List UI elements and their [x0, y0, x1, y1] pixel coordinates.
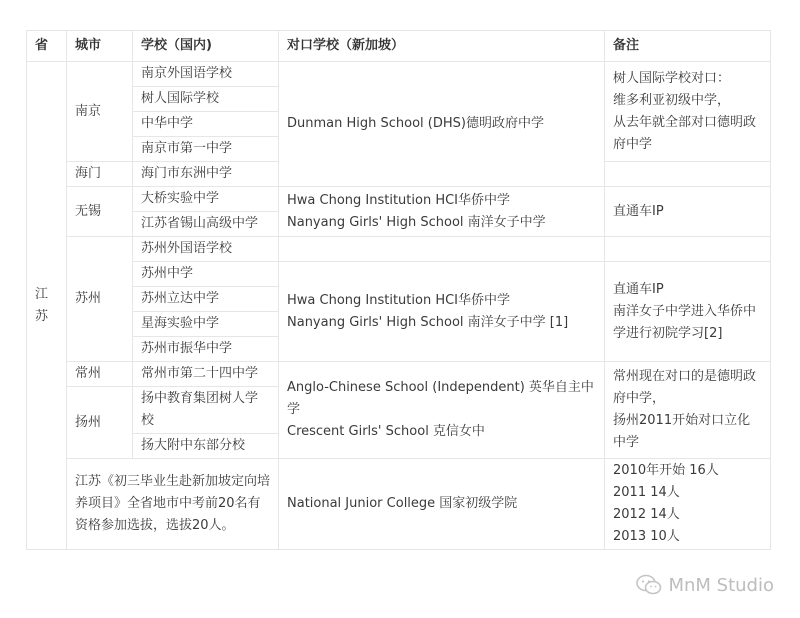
header-row	[27, 31, 771, 62]
header-remark: 备注	[605, 31, 771, 62]
school-partnership-table	[26, 30, 771, 550]
school-cell: 大桥实验中学	[133, 187, 279, 212]
city-changzhou: 常州	[67, 362, 133, 387]
city-wuxi: 无锡	[67, 187, 133, 237]
header-province: 省	[27, 31, 67, 62]
city-haimen: 海门	[67, 162, 133, 187]
watermark	[636, 574, 774, 596]
partner-empty	[279, 237, 605, 262]
table-row	[27, 62, 771, 87]
school-cell: 江苏省锡山高级中学	[133, 212, 279, 237]
school-cell: 星海实验中学	[133, 312, 279, 337]
school-cell: 常州市第二十四中学	[133, 362, 279, 387]
school-cell: 中华中学	[133, 112, 279, 137]
school-cell: 苏州外国语学校	[133, 237, 279, 262]
school-cell: 苏州市振华中学	[133, 337, 279, 362]
watermark-text: MnM Studio	[668, 574, 774, 596]
table-row	[27, 237, 771, 262]
partner-changzhou: Anglo-Chinese School (Independent) 英华自主中学 Crescent Girls' School 克信女中	[279, 362, 605, 459]
remark-empty	[605, 162, 771, 187]
header-school-cn: 学校（国内)	[133, 31, 279, 62]
school-cell: 南京外国语学校	[133, 62, 279, 87]
table-row	[27, 459, 771, 550]
remark-project: 2010年开始 16人 2011 14人 2012 14人 2013 10人	[605, 459, 771, 550]
school-cell: 扬中教育集团树人学校	[133, 387, 279, 434]
table-row	[27, 187, 771, 212]
city-yangzhou: 扬州	[67, 387, 133, 459]
partner-wuxi: Hwa Chong Institution HCI华侨中学 Nanyang Girls' High School 南洋女子中学	[279, 187, 605, 237]
remark-suzhou: 直通车IP 南洋女子中学进入华侨中学进行初院学习[2]	[605, 262, 771, 362]
table-row	[27, 362, 771, 387]
school-cell: 苏州立达中学	[133, 287, 279, 312]
school-cell: 树人国际学校	[133, 87, 279, 112]
remark-nanjing: 树人国际学校对口： 维多利亚初级中学， 从去年就全部对口德明政府中学	[605, 62, 771, 162]
school-cell: 苏州中学	[133, 262, 279, 287]
remark-changzhou: 常州现在对口的是德明政府中学， 扬州2011开始对口立化中学	[605, 362, 771, 459]
city-suzhou: 苏州	[67, 237, 133, 362]
school-cell: 南京市第一中学	[133, 137, 279, 162]
city-nanjing: 南京	[67, 62, 133, 162]
province-cell: 江苏	[27, 62, 67, 550]
school-cell: 海门市东洲中学	[133, 162, 279, 187]
header-city: 城市	[67, 31, 133, 62]
header-school-sg: 对口学校（新加坡）	[279, 31, 605, 62]
partner-njc: National Junior College 国家初级学院	[279, 459, 605, 550]
partner-suzhou: Hwa Chong Institution HCI华侨中学 Nanyang Girls' High School 南洋女子中学 [1]	[279, 262, 605, 362]
table-container	[26, 30, 770, 550]
table-row	[27, 262, 771, 287]
remark-empty	[605, 237, 771, 262]
school-cell: 扬大附中东部分校	[133, 434, 279, 459]
remark-wuxi: 直通车IP	[605, 187, 771, 237]
wechat-icon	[636, 574, 662, 596]
partner-dhs: Dunman High School (DHS)德明政府中学	[279, 62, 605, 187]
project-description: 江苏《初三毕业生赴新加坡定向培养项目》全省地市中考前20名有资格参加选拔，选拔20人。	[67, 459, 279, 550]
